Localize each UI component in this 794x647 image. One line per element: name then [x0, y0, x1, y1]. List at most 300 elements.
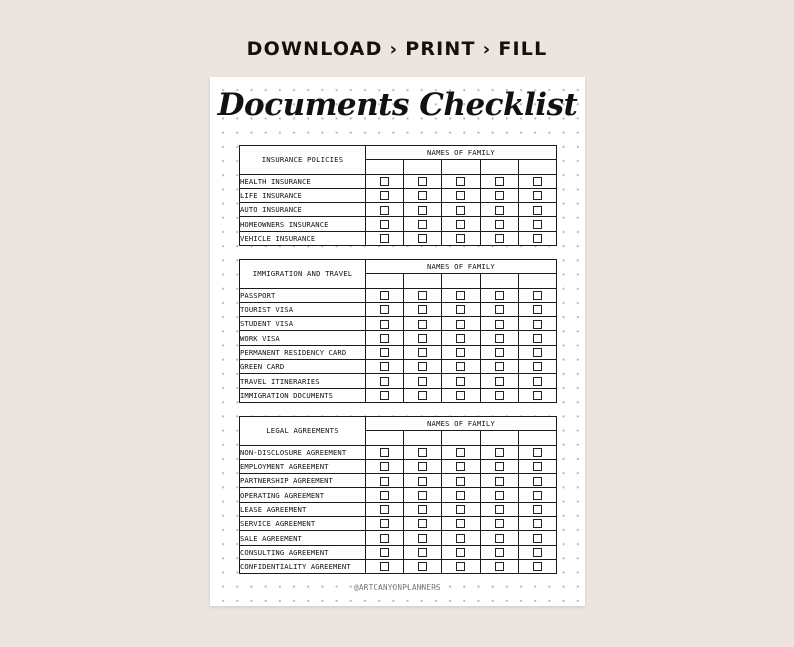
footer-handle: @ARTCANYONPLANNERS [354, 583, 441, 592]
checkbox[interactable] [533, 334, 542, 343]
document-label: EMPLOYMENT AGREEMENT [240, 459, 366, 473]
checkbox-cell [442, 474, 480, 488]
family-name-cell[interactable] [404, 160, 442, 174]
checkbox[interactable] [418, 519, 427, 528]
checkbox[interactable] [495, 291, 504, 300]
checkbox[interactable] [418, 291, 427, 300]
checkbox[interactable] [456, 348, 465, 357]
checkbox-cell [480, 474, 518, 488]
checkbox[interactable] [380, 177, 389, 186]
checkbox[interactable] [418, 391, 427, 400]
checkbox-cell [442, 545, 480, 559]
checkbox[interactable] [380, 348, 389, 357]
checkbox[interactable] [456, 534, 465, 543]
checkbox-cell [518, 231, 556, 245]
checkbox[interactable] [380, 305, 389, 314]
checkbox[interactable] [495, 320, 504, 329]
checkbox-cell [404, 559, 442, 573]
checkbox-cell [480, 203, 518, 217]
checkbox-cell [442, 174, 480, 188]
checkbox-cell [518, 531, 556, 545]
family-name-cell[interactable] [366, 431, 404, 445]
checkbox-cell [366, 203, 404, 217]
table-row [240, 545, 557, 559]
checkbox[interactable] [533, 534, 542, 543]
checkbox[interactable] [380, 534, 389, 543]
checkbox[interactable] [495, 177, 504, 186]
checkbox[interactable] [456, 377, 465, 386]
checkbox[interactable] [495, 377, 504, 386]
checkbox-cell [442, 302, 480, 316]
checkbox-cell [480, 317, 518, 331]
checkbox[interactable] [380, 505, 389, 514]
banner-step-print: PRINT [405, 38, 476, 60]
checkbox-cell [518, 203, 556, 217]
banner [0, 38, 794, 60]
document-label: VEHICLE INSURANCE [240, 231, 366, 245]
checkbox-cell [480, 188, 518, 202]
table-row [240, 488, 557, 502]
checkbox[interactable] [456, 477, 465, 486]
checkbox[interactable] [456, 305, 465, 314]
checklist-table [239, 416, 557, 574]
checkbox-cell [480, 345, 518, 359]
checkbox[interactable] [456, 519, 465, 528]
checkbox-cell [518, 317, 556, 331]
checkbox-cell [366, 231, 404, 245]
checkbox-cell [404, 545, 442, 559]
section-insurance-policies [239, 145, 556, 246]
table-row [240, 517, 557, 531]
family-name-cell[interactable] [518, 431, 556, 445]
section-legal-agreements [239, 416, 556, 574]
checkbox-cell [480, 502, 518, 516]
checkbox-cell [442, 317, 480, 331]
document-label: OPERATING AGREEMENT [240, 488, 366, 502]
document-label: STUDENT VISA [240, 317, 366, 331]
document-label: CONSULTING AGREEMENT [240, 545, 366, 559]
checkbox[interactable] [380, 562, 389, 571]
checkbox[interactable] [495, 334, 504, 343]
checkbox[interactable] [533, 391, 542, 400]
checkbox-cell [480, 517, 518, 531]
section-immigration-and-travel [239, 259, 556, 403]
document-label: TRAVEL ITINERARIES [240, 374, 366, 388]
checkbox-cell [518, 174, 556, 188]
checkbox[interactable] [495, 519, 504, 528]
section-title: IMMIGRATION AND TRAVEL [240, 260, 366, 289]
checkbox-cell [518, 345, 556, 359]
checkbox-cell [404, 517, 442, 531]
checkbox-cell [518, 388, 556, 402]
checkbox-cell [366, 188, 404, 202]
checkbox-cell [518, 188, 556, 202]
checkbox[interactable] [456, 234, 465, 243]
banner-step-fill: FILL [498, 38, 548, 60]
checkbox[interactable] [533, 234, 542, 243]
checklist-sheet [210, 77, 585, 606]
checkbox-cell [366, 317, 404, 331]
checkbox[interactable] [533, 191, 542, 200]
checkbox[interactable] [456, 220, 465, 229]
checkbox-cell [366, 459, 404, 473]
checkbox[interactable] [380, 334, 389, 343]
checkbox[interactable] [456, 191, 465, 200]
checkbox-cell [404, 174, 442, 188]
table-row [240, 388, 557, 402]
checkbox-cell [518, 517, 556, 531]
page-title: Documents Checklist [217, 87, 578, 123]
checkbox-cell [404, 188, 442, 202]
chevron-right-icon: › [389, 39, 399, 60]
checklist-table [239, 145, 557, 246]
checkbox[interactable] [495, 534, 504, 543]
checkbox[interactable] [533, 220, 542, 229]
checkbox-cell [480, 331, 518, 345]
checkbox-cell [480, 217, 518, 231]
checkbox-cell [442, 231, 480, 245]
checkbox[interactable] [418, 234, 427, 243]
checkbox[interactable] [456, 391, 465, 400]
checkbox-cell [480, 288, 518, 302]
checkbox-cell [442, 559, 480, 573]
table-row [240, 302, 557, 316]
checkbox[interactable] [495, 548, 504, 557]
checkbox[interactable] [533, 448, 542, 457]
checkbox-cell [480, 488, 518, 502]
table-row [240, 474, 557, 488]
checkbox[interactable] [495, 220, 504, 229]
checkbox[interactable] [456, 548, 465, 557]
document-label: LEASE AGREEMENT [240, 502, 366, 516]
document-label: IMMIGRATION DOCUMENTS [240, 388, 366, 402]
section-title: INSURANCE POLICIES [240, 146, 366, 175]
checkbox[interactable] [380, 548, 389, 557]
checkbox[interactable] [533, 377, 542, 386]
checkbox-cell [404, 388, 442, 402]
checkbox-cell [404, 217, 442, 231]
checkbox[interactable] [380, 234, 389, 243]
checkbox[interactable] [456, 462, 465, 471]
family-name-cell[interactable] [366, 274, 404, 288]
checkbox[interactable] [380, 462, 389, 471]
family-names-header: NAMES OF FAMILY [366, 417, 557, 431]
checkbox[interactable] [456, 320, 465, 329]
checkbox[interactable] [380, 206, 389, 215]
checkbox[interactable] [418, 491, 427, 500]
family-names-header: NAMES OF FAMILY [366, 146, 557, 160]
checkbox-cell [518, 374, 556, 388]
checkbox-cell [480, 174, 518, 188]
chevron-right-icon: › [482, 39, 492, 60]
checkbox[interactable] [456, 491, 465, 500]
family-names-header: NAMES OF FAMILY [366, 260, 557, 274]
checkbox-cell [518, 559, 556, 573]
checkbox-cell [518, 488, 556, 502]
document-label: HEALTH INSURANCE [240, 174, 366, 188]
section-title: LEGAL AGREEMENTS [240, 417, 366, 446]
family-name-cell[interactable] [442, 431, 480, 445]
checkbox-cell [366, 502, 404, 516]
checkbox[interactable] [418, 334, 427, 343]
checkbox-cell [366, 531, 404, 545]
checkbox-cell [366, 388, 404, 402]
family-name-cell[interactable] [404, 431, 442, 445]
checkbox-cell [442, 502, 480, 516]
checkbox-cell [404, 302, 442, 316]
checkbox-cell [404, 231, 442, 245]
table-row [240, 217, 557, 231]
checkbox-cell [442, 531, 480, 545]
checkbox[interactable] [456, 505, 465, 514]
document-label: NON-DISCLOSURE AGREEMENT [240, 445, 366, 459]
table-row [240, 231, 557, 245]
checkbox-cell [404, 203, 442, 217]
checklist-table [239, 259, 557, 403]
checkbox-cell [480, 231, 518, 245]
checkbox-cell [442, 288, 480, 302]
checkbox[interactable] [456, 562, 465, 571]
checkbox[interactable] [380, 220, 389, 229]
checkbox[interactable] [495, 462, 504, 471]
checkbox-cell [366, 302, 404, 316]
table-row [240, 559, 557, 573]
document-label: PASSPORT [240, 288, 366, 302]
checkbox[interactable] [418, 362, 427, 371]
checkbox-cell [404, 360, 442, 374]
checkbox[interactable] [533, 206, 542, 215]
table-row [240, 174, 557, 188]
checkbox-cell [366, 217, 404, 231]
checkbox-cell [480, 445, 518, 459]
checkbox[interactable] [533, 462, 542, 471]
table-row [240, 531, 557, 545]
checkbox[interactable] [533, 505, 542, 514]
checkbox-cell [404, 345, 442, 359]
checkbox-cell [404, 317, 442, 331]
checkbox[interactable] [418, 534, 427, 543]
checkbox[interactable] [456, 362, 465, 371]
checkbox-cell [518, 474, 556, 488]
checkbox-cell [480, 302, 518, 316]
table-row [240, 288, 557, 302]
document-label: HOMEOWNERS INSURANCE [240, 217, 366, 231]
checkbox[interactable] [495, 391, 504, 400]
checkbox[interactable] [380, 320, 389, 329]
checkbox[interactable] [418, 377, 427, 386]
family-name-cell[interactable] [518, 160, 556, 174]
document-label: PERMANENT RESIDENCY CARD [240, 345, 366, 359]
checkbox[interactable] [495, 234, 504, 243]
family-name-cell[interactable] [480, 431, 518, 445]
checkbox-cell [366, 360, 404, 374]
checkbox[interactable] [533, 362, 542, 371]
checkbox-cell [442, 203, 480, 217]
checkbox[interactable] [418, 191, 427, 200]
checkbox-cell [518, 360, 556, 374]
checkbox[interactable] [418, 348, 427, 357]
family-name-cell[interactable] [480, 274, 518, 288]
checkbox-cell [518, 217, 556, 231]
checkbox[interactable] [495, 562, 504, 571]
checkbox-cell [480, 459, 518, 473]
checkbox-cell [442, 388, 480, 402]
checkbox-cell [404, 459, 442, 473]
checkbox[interactable] [533, 491, 542, 500]
checkbox-cell [404, 502, 442, 516]
checkbox[interactable] [533, 519, 542, 528]
checkbox[interactable] [380, 191, 389, 200]
checkbox-cell [404, 488, 442, 502]
checkbox[interactable] [533, 305, 542, 314]
checkbox-cell [442, 488, 480, 502]
checkbox[interactable] [418, 220, 427, 229]
family-name-cell[interactable] [442, 160, 480, 174]
table-row [240, 331, 557, 345]
family-name-cell[interactable] [366, 160, 404, 174]
checkbox[interactable] [533, 291, 542, 300]
checkbox-cell [404, 374, 442, 388]
checkbox[interactable] [533, 562, 542, 571]
document-label: AUTO INSURANCE [240, 203, 366, 217]
checkbox-cell [366, 545, 404, 559]
checkbox-cell [404, 445, 442, 459]
checkbox[interactable] [380, 519, 389, 528]
checkbox[interactable] [533, 548, 542, 557]
checkbox-cell [404, 288, 442, 302]
checkbox[interactable] [456, 291, 465, 300]
checkbox[interactable] [418, 320, 427, 329]
checkbox-cell [366, 345, 404, 359]
checkbox-cell [442, 188, 480, 202]
family-name-cell[interactable] [480, 160, 518, 174]
checkbox[interactable] [495, 448, 504, 457]
checkbox[interactable] [418, 477, 427, 486]
checkbox[interactable] [533, 477, 542, 486]
document-label: LIFE INSURANCE [240, 188, 366, 202]
checkbox[interactable] [456, 177, 465, 186]
document-label: TOURIST VISA [240, 302, 366, 316]
checkbox[interactable] [495, 206, 504, 215]
table-row [240, 502, 557, 516]
table-row [240, 360, 557, 374]
checkbox-cell [442, 459, 480, 473]
checkbox[interactable] [380, 491, 389, 500]
checkbox-cell [442, 374, 480, 388]
banner-step-download: DOWNLOAD [246, 38, 383, 60]
checkbox[interactable] [380, 362, 389, 371]
checkbox-cell [404, 474, 442, 488]
checkbox[interactable] [495, 348, 504, 357]
checkbox[interactable] [495, 305, 504, 314]
checkbox-cell [480, 374, 518, 388]
document-label: SERVICE AGREEMENT [240, 517, 366, 531]
family-name-cell[interactable] [442, 274, 480, 288]
checkbox-cell [442, 331, 480, 345]
document-label: WORK VISA [240, 331, 366, 345]
checkbox-cell [366, 517, 404, 531]
checkbox[interactable] [456, 206, 465, 215]
checkbox[interactable] [418, 548, 427, 557]
checkbox[interactable] [418, 462, 427, 471]
checkbox[interactable] [533, 348, 542, 357]
document-label: SALE AGREEMENT [240, 531, 366, 545]
checkbox-cell [366, 488, 404, 502]
checkbox[interactable] [380, 448, 389, 457]
checkbox[interactable] [456, 448, 465, 457]
checkbox-cell [480, 531, 518, 545]
checkbox[interactable] [380, 391, 389, 400]
checkbox[interactable] [533, 320, 542, 329]
checkbox-cell [442, 445, 480, 459]
checkbox-cell [442, 217, 480, 231]
checkbox[interactable] [418, 177, 427, 186]
table-row [240, 203, 557, 217]
checkbox[interactable] [418, 505, 427, 514]
table-row [240, 345, 557, 359]
checkbox-cell [442, 345, 480, 359]
table-row [240, 459, 557, 473]
table-row [240, 374, 557, 388]
checkbox-cell [442, 360, 480, 374]
checkbox[interactable] [456, 334, 465, 343]
document-label: PARTNERSHIP AGREEMENT [240, 474, 366, 488]
checkbox[interactable] [380, 291, 389, 300]
checkbox-cell [404, 331, 442, 345]
checkbox[interactable] [495, 362, 504, 371]
checkbox-cell [518, 445, 556, 459]
checkbox[interactable] [418, 448, 427, 457]
family-name-cell[interactable] [518, 274, 556, 288]
checkbox-cell [366, 559, 404, 573]
checkbox[interactable] [533, 177, 542, 186]
document-label: CONFIDENTIALITY AGREEMENT [240, 559, 366, 573]
checkbox-cell [366, 288, 404, 302]
checkbox[interactable] [495, 505, 504, 514]
checkbox-cell [480, 360, 518, 374]
checkbox-cell [480, 559, 518, 573]
table-row [240, 445, 557, 459]
checkbox-cell [518, 459, 556, 473]
checkbox-cell [366, 174, 404, 188]
checkbox-cell [366, 374, 404, 388]
checkbox-cell [366, 445, 404, 459]
checkbox-cell [480, 545, 518, 559]
checkbox[interactable] [495, 191, 504, 200]
table-row [240, 188, 557, 202]
checkbox[interactable] [418, 305, 427, 314]
checkbox-cell [442, 517, 480, 531]
family-name-cell[interactable] [404, 274, 442, 288]
checkbox[interactable] [418, 206, 427, 215]
checkbox-cell [518, 502, 556, 516]
checkbox-cell [518, 302, 556, 316]
checkbox-cell [518, 331, 556, 345]
checkbox-cell [404, 531, 442, 545]
checkbox[interactable] [418, 562, 427, 571]
checkbox[interactable] [495, 477, 504, 486]
checkbox[interactable] [380, 477, 389, 486]
checkbox[interactable] [380, 377, 389, 386]
checkbox-cell [518, 545, 556, 559]
checkbox-cell [366, 331, 404, 345]
table-row [240, 317, 557, 331]
checkbox-cell [518, 288, 556, 302]
checkbox-cell [366, 474, 404, 488]
checkbox[interactable] [495, 491, 504, 500]
checkbox-cell [480, 388, 518, 402]
document-label: GREEN CARD [240, 360, 366, 374]
